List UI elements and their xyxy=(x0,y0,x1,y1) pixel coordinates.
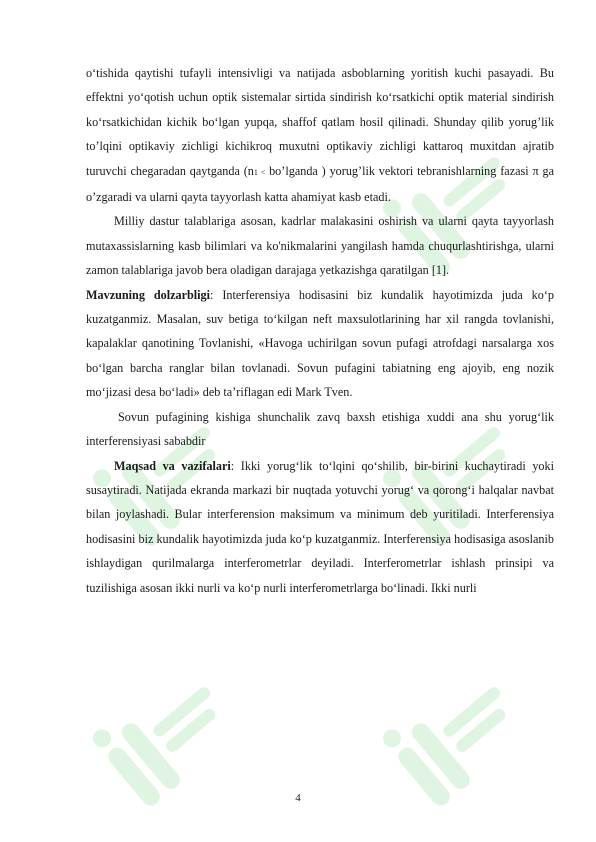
subscript: 1 < xyxy=(253,167,266,177)
paragraph-1: o‘tishida qaytishi tufayli intensivligi va natijada asboblarning yoritish kuchi pasayadi. Bu effektni yo‘qotish uchun optik sistemalar sirtida sindirish ko‘rsatkichi optik material sindirish ko‘rsatkichidan kichik bo‘lgan yupqa, shaffof qatlam hosil qilinadi. Shunday qilib yorug’lik to’lqini optikaviy zichligi kichikroq muxutni optikaviy zichligi kattaroq muxitdan ajratib turuvchi chegaradan qaytganda (n1 < bo’lganda ) yorug’lik vektori tebranishlarning fazasi π ga o’zgaradi va ularni qayta tayyorlash katta ahamiyat kasb etadi. xyxy=(86,66,555,205)
paragraph-4: Sovun pufagining kishiga shunchalik zavq baxsh etishiga xuddi ana shu yorug‘lik interferensiyasi sababdir xyxy=(86,409,554,449)
paragraph-3: Mavzuning dolzarbligi: Interferensiya hodisasini biz kundalik hayotimizda juda ko‘p kuzatganmiz. Masalan, suv betiga to‘kilgan neft maxsulotlarining har xil rangda tovlanishi, kapalaklar qanotining Tovlanishi, «Havoga uchirilgan sovun pufagi atrofdagi narsalarga xos bo‘lgan barcha ranglar bilan tovlanadi. Sovun pufagini tabiatning eng ajoyib, eng nozik mo‘jizasi desa bo‘ladi» deb ta’riflagan edi Mark Tven. xyxy=(86,287,554,400)
watermark-logo-icon xyxy=(360,640,560,840)
section-heading: Mavzuning dolzarbligi xyxy=(86,287,211,302)
page-number: 4 xyxy=(295,792,301,804)
watermark-logo-icon xyxy=(70,640,270,840)
section-heading: Maqsad va vazifalari xyxy=(114,458,231,473)
paragraph-5: Maqsad va vazifalari: Ikki yorug‘lik to‘lqini qo‘shilib, bir-birini kuchaytiradi yoki susaytiradi. Natijada ekranda markazi bir nuqtada yotuvchi yorug‘ va qorong‘i halqalar navbat bilan joylashadi. Bular interferension maksimum va minimum deb yuritiladi. Interferensiya hodisasini biz kundalik hayotimizda juda ko‘p kuzatganmiz. Interferensiya hodisasiga asoslanib ishlaydigan qurilmalarga interferometrlar deyiladi. Interferometrlar ishlash prinsipi va tuzilishiga asosan ikki nurli va ko‘p nurli interferometrlarga bo‘linadi. Ikki nurli xyxy=(86,458,554,595)
paragraph-2: Milliy dastur talablariga asosan, kadrlar malakasini oshirish va ularni qayta tayyorlash mutaxassislarning kasb bilimlari va ko'nikmalarini yangilash hamda chuqurlashtirishga, ularni zamon talablariga javob bera oladigan darajaga yetkazishga qaratilgan [1]. xyxy=(86,214,554,278)
body-text xyxy=(86,61,554,600)
